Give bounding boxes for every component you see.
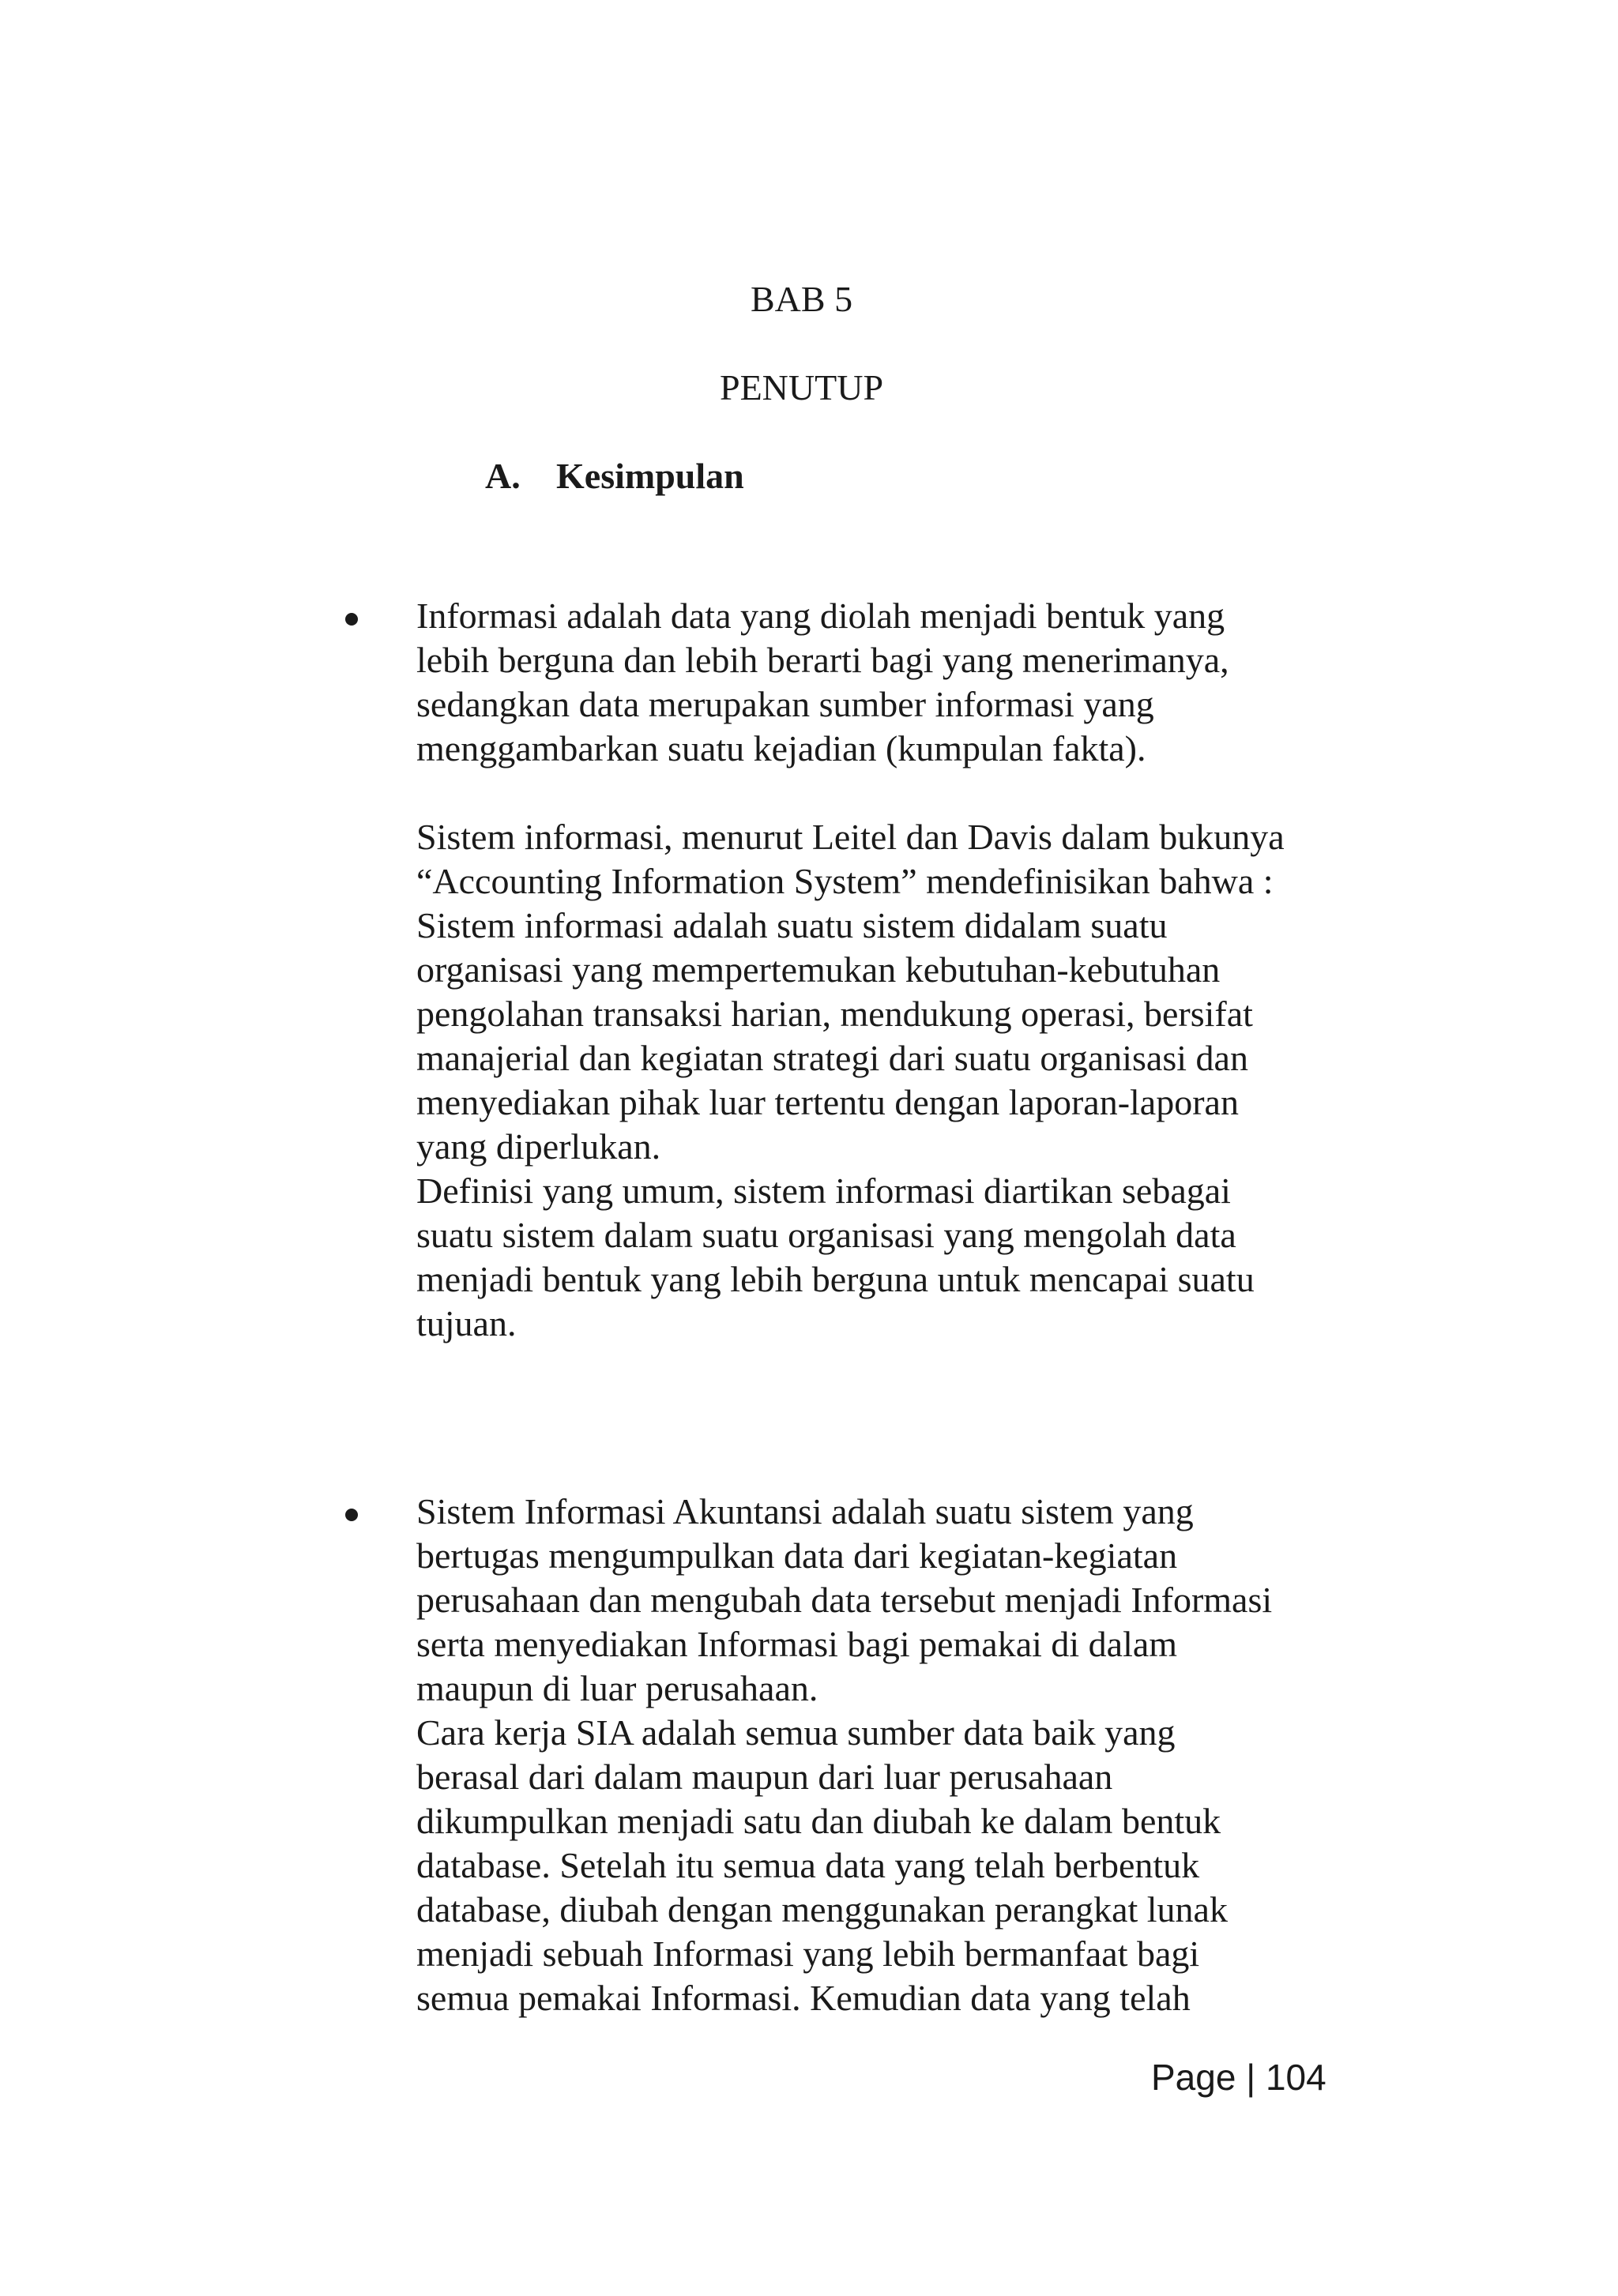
text-line: menjadi bentuk yang lebih berguna untuk mencapai suatu — [416, 1259, 1255, 1299]
text-line: lebih berguna dan lebih berarti bagi yang menerimanya, — [416, 640, 1229, 680]
text-line: pengolahan transaksi harian, mendukung operasi, bersifat — [416, 994, 1253, 1034]
text-line: menjadi sebuah Informasi yang lebih bermanfaat bagi — [416, 1933, 1200, 1974]
text-line: berasal dari dalam maupun dari luar perusahaan — [416, 1757, 1113, 1797]
text-line: semua pemakai Informasi. Kemudian data yang telah — [416, 1978, 1191, 2018]
text-line: dikumpulkan menjadi satu dan diubah ke dalam bentuk — [416, 1801, 1221, 1841]
text-line: sedangkan data merupakan sumber informasi yang — [416, 684, 1154, 724]
text-line: Cara kerja SIA adalah semua sumber data baik yang — [416, 1712, 1176, 1753]
text-line: “Accounting Information System” mendefinisikan bahwa : — [416, 861, 1274, 901]
text-line: bertugas mengumpulkan data dari kegiatan-kegiatan — [416, 1535, 1178, 1576]
bullet-icon — [345, 1509, 358, 1521]
text-line: yang diperlukan. — [416, 1126, 661, 1167]
text-line: database, diubah dengan menggunakan perangkat lunak — [416, 1889, 1228, 1930]
text-line: serta menyediakan Informasi bagi pemakai di dalam — [416, 1624, 1178, 1664]
text-line: Definisi yang umum, sistem informasi diartikan sebagai — [416, 1171, 1231, 1211]
page-number: Page | 104 — [1151, 2057, 1326, 2098]
text-line: perusahaan dan mengubah data tersebut menjadi Informasi — [416, 1580, 1273, 1620]
section-number: A. — [485, 456, 521, 496]
text-line: manajerial dan kegiatan strategi dari suatu organisasi dan — [416, 1038, 1248, 1078]
text-line: tujuan. — [416, 1303, 517, 1343]
bullet-paragraph-sia — [416, 1490, 1349, 2020]
text-line: suatu sistem dalam suatu organisasi yang mengolah data — [416, 1215, 1236, 1255]
section-title: Kesimpulan — [556, 456, 744, 496]
bullet-paragraph-informasi — [416, 594, 1349, 1346]
text-line: menggambarkan suatu kejadian (kumpulan fakta). — [416, 728, 1146, 768]
text-line: menyediakan pihak luar tertentu dengan laporan-laporan — [416, 1082, 1239, 1122]
text-line: Sistem informasi adalah suatu sistem didalam suatu — [416, 905, 1168, 945]
text-line: maupun di luar perusahaan. — [416, 1668, 818, 1708]
section-heading — [485, 455, 744, 497]
chapter-title: PENUTUP — [720, 367, 884, 408]
text-line: organisasi yang mempertemukan kebutuhan-kebutuhan — [416, 949, 1221, 990]
text-line: database. Setelah itu semua data yang telah berbentuk — [416, 1845, 1200, 1885]
text-line: Sistem Informasi Akuntansi adalah suatu sistem yang — [416, 1491, 1194, 1531]
bullet-icon — [345, 613, 358, 626]
text-line: Sistem informasi, menurut Leitel dan Davis dalam bukunya — [416, 817, 1285, 857]
text-line: Informasi adalah data yang diolah menjadi bentuk yang — [416, 596, 1225, 636]
chapter-label: BAB 5 — [751, 279, 853, 319]
